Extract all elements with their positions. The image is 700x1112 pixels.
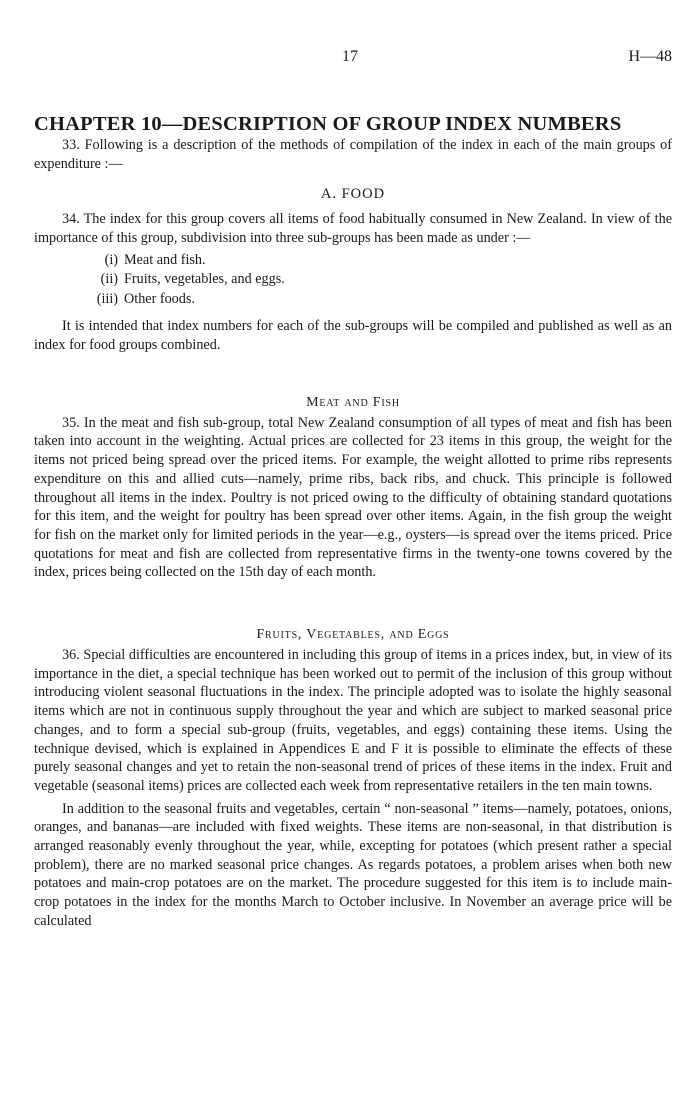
list-item-number: (i) — [104, 251, 118, 268]
paragraph-36: 36. Special difficulties are encountered in including this group of items in a prices index, but, in view of its importance in the diet, a special technique has been worked out to permit of the inclusion of this group without introducing violent seasonal fluctuations in the index. The principle adopted was to isolate the highly seasonal items which are not in continuous supply throughout the year and which are subject to marked seasonal price changes, and to form a special sub-group (fruits, vegetables, and eggs) containing these items. Using the technique devised, which is explained in Appendices E and F it is possible to eliminate the effects of these purely seasonal changes and yet to retain the non-seasonal trend of prices of these items in the index. Fruit and vegetable (seasonal items) prices are collected each week from representative retailers in the ten main towns. — [34, 647, 672, 794]
paragraph-36-continued: In addition to the seasonal fruits and vegetables, certain “ non-seasonal ” items—namely, potatoes, onions, oranges, and bananas—are included with fixed weights. These items are non-seasonal, in that distribution is arranged reasonably evenly throughout the year, while, excepting for potatoes (which present rather a special problem), there are no marked seasonal price changes. As regards potatoes, a problem arises when both new potatoes and main-crop potatoes are on the market. The procedure suggested for this item is to include main-crop potatoes in the index for the months March to October inclusive. In November an average price will be calculated — [34, 800, 672, 929]
section-heading-food: A. FOOD — [320, 186, 386, 203]
list-item-number: (iii) — [96, 290, 118, 307]
list-item — [34, 290, 672, 310]
food-subgroup-list — [34, 251, 672, 310]
list-item-text: Fruits, vegetables, and eggs. — [124, 271, 285, 288]
list-item-number: (ii) — [100, 271, 118, 288]
chapter-title: CHAPTER 10—DESCRIPTION OF GROUP INDEX NUMBERS — [34, 113, 622, 135]
list-item-text: Other foods. — [124, 290, 195, 307]
list-item — [34, 270, 672, 290]
subheading-meat-and-fish: Meat and Fish — [306, 394, 400, 410]
subheading-fruits-vegetables-eggs: Fruits, Vegetables, and Eggs — [256, 627, 450, 643]
page-number: 17 — [342, 48, 358, 65]
paragraph-34-continued: It is intended that index numbers for each of the sub-groups will be compiled and published as well as an index for food groups combined. — [34, 318, 672, 354]
running-header — [34, 0, 672, 65]
document-page — [34, 0, 672, 931]
list-item — [34, 251, 672, 271]
paragraph-34: 34. The index for this group covers all items of food habitually consumed in New Zealand. In view of the importance of this group, subdivision into three sub-groups has been made as under :— — [34, 211, 672, 247]
paragraph-35: 35. In the meat and fish sub-group, total New Zealand consumption of all types of meat and fish has been taken into account in the weighting. Actual prices are collected for 23 items in this group, the weight for the items not priced being spread over the priced items. For example, the weight allotted to prime ribs represents expenditure on this and allied cuts—namely, prime ribs, back ribs, and chuck. This principle is followed throughout all items in the index. Poultry is not priced owing to the difficulty of obtaining standard quotations for this item, and the weight for poultry has been spread over other items. Again, in the fish group the weight for fish on the market only for limited periods in the year—e.g., oysters—is spread over the items priced. Price quotations for meat and fish are collected from representative firms in the twenty-one towns covered by the index, prices being collected on the 15th day of each month. — [34, 414, 672, 581]
paragraph-33: 33. Following is a description of the methods of compilation of the index in each of the main groups of expenditure :— — [34, 137, 672, 172]
document-code: H—48 — [628, 48, 672, 65]
list-item-text: Meat and fish. — [124, 251, 206, 268]
